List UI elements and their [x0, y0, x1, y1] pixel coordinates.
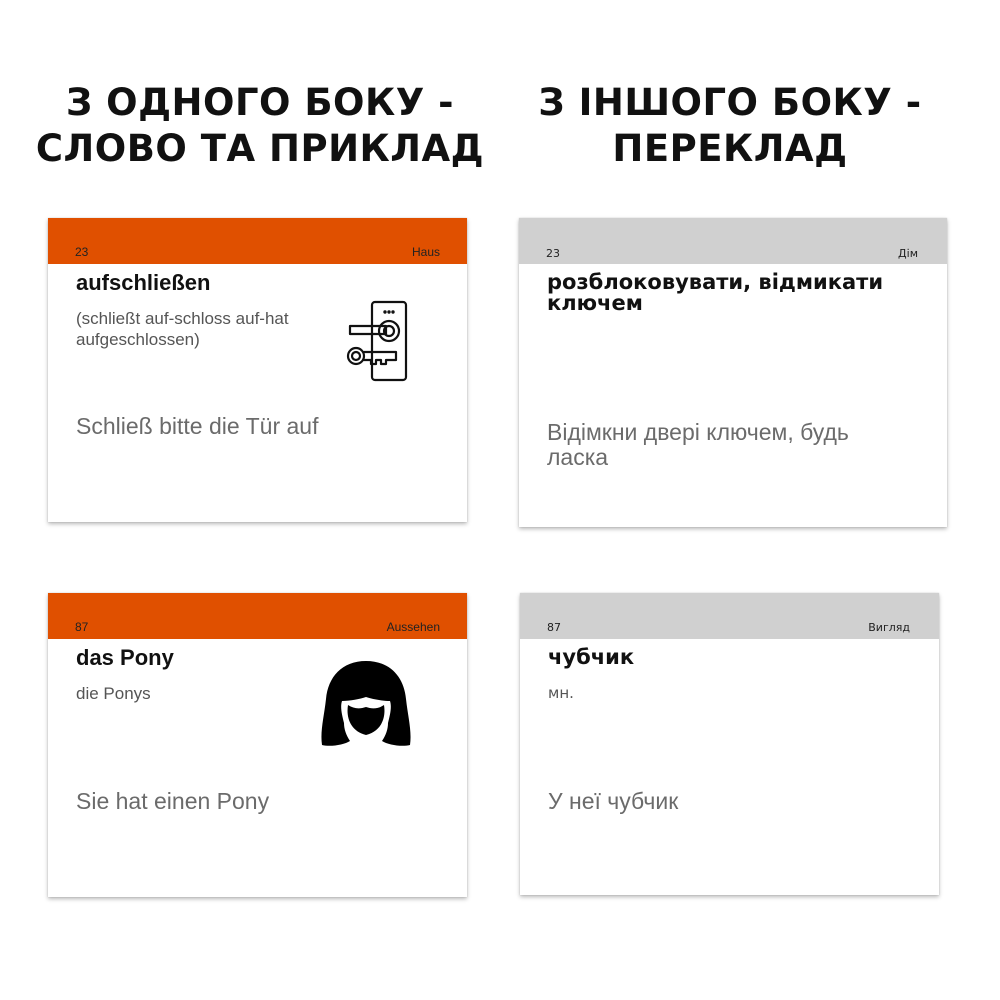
- door-lock-key-icon: [346, 298, 410, 384]
- flashcard-front-das-pony: [48, 593, 467, 897]
- back-side-heading-line-2: ПЕРЕКЛАД: [612, 127, 848, 170]
- card-word: das Pony: [76, 645, 174, 670]
- card-word: розблоковувати, відмикати ключем: [547, 270, 884, 315]
- flashcard-back-rozblokovuvaty: [519, 218, 947, 527]
- card-header-band: [520, 593, 939, 639]
- card-word-forms: (schließt auf-schloss auf-hat aufgeschlossen): [76, 309, 289, 349]
- card-word: чубчик: [548, 645, 635, 669]
- bangs-hairstyle-icon: [320, 659, 412, 751]
- card-example-sentence: У неї чубчик: [548, 788, 679, 814]
- card-header-band: [48, 593, 467, 639]
- flashcard-front-aufschliessen: [48, 218, 467, 522]
- front-side-heading-line-1: З ОДНОГО БОКУ -: [65, 81, 455, 124]
- card-category: Дім: [898, 247, 918, 260]
- card-word-forms: мн.: [548, 684, 574, 702]
- card-example-sentence: Відімкни двері ключем, будь ласка: [547, 419, 849, 470]
- card-example-sentence: Sie hat einen Pony: [76, 788, 270, 814]
- card-number: 87: [547, 621, 561, 634]
- card-category: Вигляд: [868, 621, 910, 634]
- back-side-heading: [500, 80, 960, 172]
- card-number: 23: [546, 247, 560, 260]
- card-header-band: [519, 218, 947, 264]
- card-category: Haus: [411, 245, 440, 259]
- card-number: 87: [75, 620, 89, 634]
- card-word: aufschließen: [76, 270, 211, 295]
- front-side-heading: [30, 80, 490, 172]
- back-side-heading-line-1: З ІНШОГО БОКУ -: [538, 81, 922, 124]
- flashcard-back-chubchyk: [520, 593, 939, 895]
- card-header-band: [48, 218, 467, 264]
- card-word-forms: die Ponys: [76, 684, 151, 703]
- card-example-sentence: Schließ bitte die Tür auf: [76, 413, 319, 439]
- front-side-heading-line-2: СЛОВО ТА ПРИКЛАД: [35, 127, 485, 170]
- card-number: 23: [75, 245, 89, 259]
- card-category: Aussehen: [386, 620, 440, 634]
